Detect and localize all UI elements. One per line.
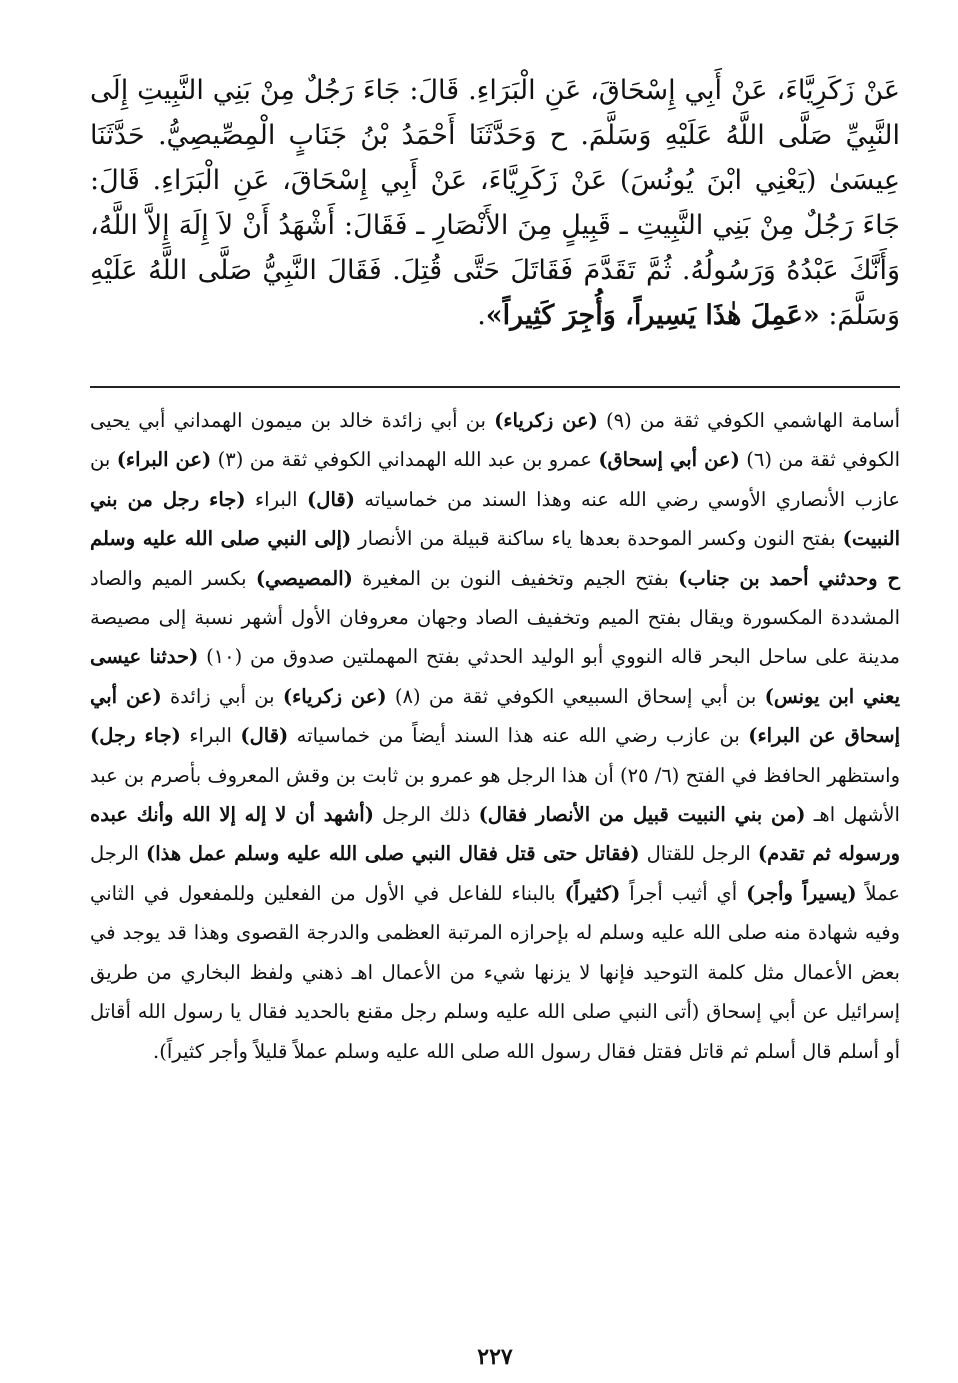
- commentary-segment: ذلك الرجل: [373, 803, 479, 827]
- hadith-segment: .: [477, 300, 486, 331]
- commentary-segment: أي أثيب أجراً: [620, 881, 747, 905]
- commentary-bold-segment: (عن أبي إسحاق): [598, 448, 740, 472]
- commentary-bold-segment: (فقاتل حتى قتل فقال النبي صلى الله عليه وسلم عمل هذا): [145, 842, 640, 866]
- commentary-bold-segment: (قال): [307, 487, 355, 511]
- commentary-bold-segment: (قال): [240, 724, 289, 748]
- commentary-text: [90, 401, 900, 1071]
- commentary-segment: بن عازب رضي الله عنه هذا السند أيضاً من خماسياته: [288, 724, 749, 748]
- commentary-segment: بن أبي إسحاق السبيعي الكوفي ثقة من (٨): [386, 684, 765, 708]
- commentary-segment: بالبناء للفاعل في الأول من الفعلين وللمفعول في الثاني وفيه شهادة منه صلى الله عليه وسلم له بإحرازه المرتبة العظمى والدرجة القصوى وهذا قد يوجد في بعض الأعمال مثل كلمة التوحيد فإنها لا يزنها شيء من الأعمال اهـ ذهني ولفظ البخاري من طريق إسرائيل عن أبي إسحاق (أتى النبي صلى الله عليه وسلم رجل مقنع بالحديد فقال يا رسول الله أقاتل أو أسلم قال أسلم ثم قاتل فقتل فقال رسول الله صلى الله عليه وسلم عملاً قليلاً وأجر كثيراً).: [90, 881, 900, 1063]
- page-number: ٢٢٧: [477, 1344, 513, 1370]
- commentary-bold-segment: (المصيصي): [255, 566, 353, 590]
- commentary-segment: بن عازب الأنصاري الأوسي رضي الله عنه وهذا السند من خماسياته: [90, 448, 900, 511]
- commentary-bold-segment: (كثيراً): [564, 881, 621, 905]
- commentary-bold-segment: (عن زكرياء): [494, 409, 598, 432]
- hadith-text: [90, 68, 900, 338]
- commentary-bold-segment: (عن أبي إسحاق عن البراء): [90, 684, 900, 748]
- footnote-divider: [90, 386, 900, 388]
- commentary-bold-segment: (يسيراً وأجر): [746, 881, 857, 905]
- commentary-bold-segment: (حدثنا عيسى يعني ابن يونس): [90, 645, 900, 708]
- document-page: [90, 68, 901, 1370]
- commentary-segment: الرجل للقتال: [639, 842, 758, 866]
- commentary-segment: بفتح الجيم وتخفيف النون بن المغيرة: [352, 566, 679, 590]
- commentary-bold-segment: (عن زكرياء): [282, 684, 387, 708]
- commentary-segment: بفتح النون وكسر الموحدة بعدها ياء ساكنة قبيلة من الأنصار: [351, 527, 843, 551]
- commentary-bold-segment: (جاء رجل): [90, 724, 181, 748]
- hadith-segment: عَنْ زَكَرِيَّاءَ، عَنْ أَبِي إِسْحَاقَ، عَنِ الْبَرَاءِ. قَالَ: جَاءَ رَجُلٌ مِنْ بَنِي النَّبِيتِ إِلَى النَّبِيِّ صَلَّى اللَّهُ عَلَيْهِ وَسَلَّمَ. ح وَحَدَّثَنَا أَحْمَدُ بْنُ جَنَابٍ الْمِصِّيصِيُّ. حَدَّثَنَا عِيسَىٰ (يَعْنِي ابْنَ يُونُسَ) عَنْ زَكَرِيَّاءَ، عَنْ أَبِي إِسْحَاقَ، عَنِ الْبَرَاءِ. قَالَ: جَاءَ رَجُلٌ مِنْ بَنِي النَّبِيتِ ـ قَبِيلٍ مِنَ الأَنْصَارِ ـ فَقَالَ: أَشْهَدُ أَنْ لاَ إِلَهَ إِلاَّ اللَّهُ، وَأَنَّكَ عَبْدُهُ وَرَسُولُهُ. ثُمَّ تَقَدَّمَ فَقَاتَلَ حَتَّى قُتِلَ. فَقَالَ النَّبِيُّ صَلَّى اللَّهُ عَلَيْهِ وَسَلَّمَ:: [90, 75, 900, 331]
- commentary-segment: بن أبي زائدة: [161, 684, 283, 708]
- commentary-bold-segment: (عن البراء): [116, 448, 212, 472]
- commentary-bold-segment: (أشهد أن لا إله إلا الله وأنك عبده ورسوله ثم تقدم): [90, 803, 901, 866]
- commentary-segment: عمرو بن عبد الله الهمداني الكوفي ثقة من (٣): [211, 448, 599, 472]
- commentary-segment: البراء: [245, 487, 308, 511]
- hadith-quote-bold: «عَمِلَ هٰذَا يَسِيراً، وَأُجِرَ كَثِيراً»: [485, 300, 820, 331]
- commentary-segment: أسامة الهاشمي الكوفي ثقة من (٩): [597, 409, 901, 432]
- commentary-segment: واستظهر الحافظ في الفتح (٦/ ٢٥) أن هذا الرجل هو عمرو بن ثابت بن وقش المعروف بأصرم بن عبد الأشهل اهـ: [90, 763, 900, 827]
- commentary-bold-segment: (جاء رجل من بني النبيت): [90, 487, 900, 551]
- commentary-segment: بن أبي زائدة خالد بن ميمون الهمداني أبي يحيى الكوفي ثقة من (٦): [90, 409, 901, 472]
- commentary-segment: الرجل عملاً: [90, 842, 900, 905]
- commentary-segment: بكسر الميم والصاد المشددة المكسورة ويقال بفتح الميم وتخفيف الصاد وجهان معروفان الأول أشهر نسبة إلى مصيصة مدينة على ساحل البحر قاله النووي أبو الوليد الحدثي بفتح المهملتين صدوق من (١٠): [90, 566, 900, 669]
- commentary-bold-segment: (إلى النبي صلى الله عليه وسلم ح وحدثني أحمد بن جناب): [90, 527, 900, 590]
- commentary-bold-segment: (من بني النبيت قبيل من الأنصار فقال): [478, 803, 806, 827]
- commentary-segment: البراء: [180, 724, 241, 748]
